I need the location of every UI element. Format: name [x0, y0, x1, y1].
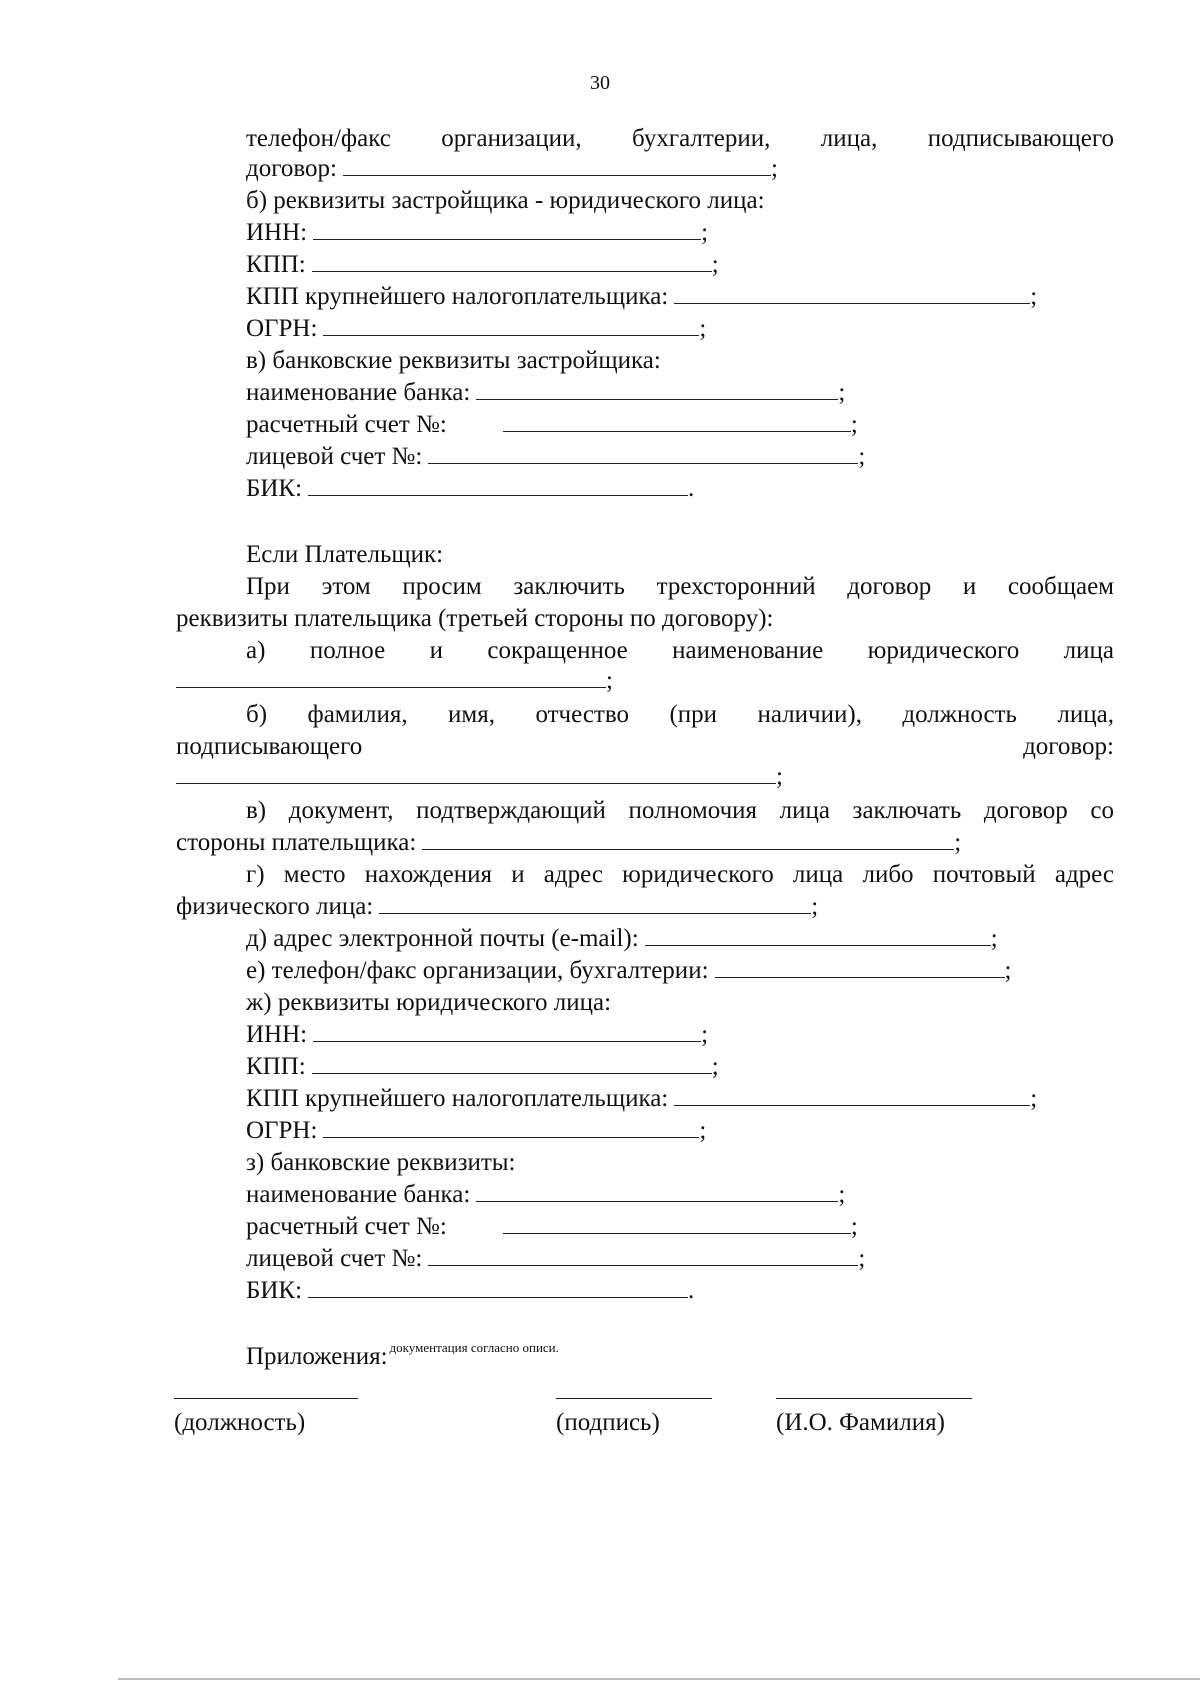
request-line-2: реквизиты плательщика (третьей стороны по договору):: [176, 605, 774, 632]
label: е) телефон/факс организации, бухгалтерии:: [246, 957, 709, 984]
semicolon: ;: [858, 443, 866, 470]
period: .: [688, 1277, 695, 1304]
label: ИНН:: [246, 1021, 308, 1048]
scan-edge-line: [118, 1678, 1200, 1680]
attachments-label: Приложения:: [246, 1343, 388, 1370]
label: стороны плательщика:: [176, 829, 417, 856]
ogrn-field[interactable]: [323, 315, 699, 336]
bank-name-field[interactable]: [476, 379, 838, 400]
semicolon: ;: [954, 829, 962, 856]
label: физического лица:: [176, 893, 374, 920]
semicolon: ;: [1030, 283, 1038, 310]
signer-field[interactable]: [176, 763, 776, 784]
semicolon: ;: [838, 379, 846, 406]
label: лицевой счет №:: [246, 443, 423, 470]
label: д) адрес электронной почты (e-mail):: [246, 925, 639, 952]
label: БИК:: [246, 1277, 303, 1304]
phone-fax-line: [246, 956, 1011, 986]
payer-personal-line: [246, 1244, 865, 1274]
label: расчетный счет №:: [246, 411, 447, 438]
payer-kpp-line: [246, 1052, 719, 1082]
address-line: г) место нахождения и адрес юридического лица либо почтовый адрес: [246, 861, 1114, 888]
semicolon: ;: [776, 763, 783, 790]
label: ИНН:: [246, 219, 308, 246]
label: подписывающего: [176, 733, 363, 760]
inn-field[interactable]: [313, 219, 701, 240]
payer-bank-title: з) банковские реквизиты:: [246, 1149, 516, 1176]
semicolon: ;: [850, 411, 858, 438]
signature-caption: (подпись): [556, 1409, 660, 1436]
developer-requisites-title: б) реквизиты застройщика - юридического лица:: [246, 187, 765, 214]
payer-full-name-field[interactable]: [176, 667, 606, 688]
personal-account-field[interactable]: [428, 443, 858, 464]
payer-settlement-line: [246, 1212, 858, 1242]
ogrn-line: [246, 314, 706, 344]
settlement-account-line: [246, 410, 858, 440]
semicolon: ;: [701, 219, 709, 246]
semicolon: ;: [990, 925, 998, 952]
semicolon: ;: [838, 1181, 846, 1208]
label: КПП:: [246, 251, 306, 278]
kpp-field[interactable]: [312, 251, 712, 272]
if-payer-heading: Если Плательщик:: [246, 541, 444, 568]
label: КПП крупнейшего налогоплательщика:: [246, 1085, 669, 1112]
label: ОГРН:: [246, 1117, 318, 1144]
semicolon: ;: [699, 1117, 707, 1144]
payer-personal-field[interactable]: [428, 1245, 858, 1266]
bik-line: [246, 474, 694, 504]
payer-ogrn-field[interactable]: [323, 1117, 699, 1138]
address-line-2: [176, 892, 818, 922]
bank-requisites-title: в) банковские реквизиты застройщика:: [246, 347, 661, 374]
label: наименование банка:: [246, 379, 471, 406]
authority-field[interactable]: [422, 829, 954, 850]
semicolon: ;: [1004, 957, 1012, 984]
email-field[interactable]: [645, 925, 991, 946]
semicolon: ;: [858, 1245, 866, 1272]
payer-ogrn-line: [246, 1116, 706, 1146]
label: договор:: [246, 155, 337, 182]
label: ОГРН:: [246, 315, 318, 342]
inn-line: [246, 218, 708, 248]
semicolon: ;: [701, 1021, 709, 1048]
personal-account-line: [246, 442, 865, 472]
label: расчетный счет №:: [246, 1213, 447, 1240]
payer-inn-line: [246, 1020, 708, 1050]
payer-bik-field[interactable]: [308, 1277, 688, 1298]
semicolon: ;: [770, 155, 778, 182]
phone-contract-line: [246, 154, 778, 184]
label: БИК:: [246, 475, 303, 502]
semicolon: ;: [711, 1053, 719, 1080]
payer-bank-name-line: [246, 1180, 845, 1210]
label: КПП крупнейшего налогоплательщика:: [246, 283, 669, 310]
authority-line: в) документ, подтверждающий полномочия лица заключать договор со: [246, 797, 1114, 824]
payer-inn-field[interactable]: [313, 1021, 701, 1042]
label-right: договор:: [1023, 733, 1114, 760]
attachments-line: [246, 1342, 559, 1375]
payer-full-name-line: а) полное и сокращенное наименование юридического лица: [246, 637, 1114, 664]
kpp-largest-field[interactable]: [674, 283, 1030, 304]
bik-field[interactable]: [308, 475, 688, 496]
kpp-largest-line: [246, 282, 1037, 312]
semicolon: ;: [711, 251, 719, 278]
legal-requisites-title: ж) реквизиты юридического лица:: [246, 989, 612, 1016]
payer-bik-line: [246, 1276, 694, 1306]
kpp-line: [246, 250, 719, 280]
signer-line: б) фамилия, имя, отчество (при наличии), должность лица,: [246, 701, 1114, 728]
signature-line[interactable]: [556, 1398, 712, 1399]
payer-kpp-field[interactable]: [312, 1053, 712, 1074]
label: КПП:: [246, 1053, 306, 1080]
payer-full-name-blank: [176, 666, 613, 696]
bank-name-line: [246, 378, 845, 408]
email-line: [246, 924, 998, 954]
label: лицевой счет №:: [246, 1245, 423, 1272]
attachments-note: документация согласно описи.: [389, 1340, 559, 1355]
blank-field[interactable]: [343, 155, 771, 176]
page-number: 30: [590, 72, 610, 94]
phone-line: телефон/факс организации, бухгалтерии, лица, подписывающего: [246, 125, 1114, 152]
semicolon: ;: [1030, 1085, 1038, 1112]
signer-line-2: [176, 732, 1114, 762]
semicolon: ;: [811, 893, 819, 920]
payer-bank-name-field[interactable]: [476, 1181, 838, 1202]
period: .: [688, 475, 695, 502]
payer-kpp-largest-line: [246, 1084, 1037, 1114]
semicolon: ;: [606, 667, 613, 694]
address-field[interactable]: [379, 893, 811, 914]
authority-line-2: [176, 828, 961, 858]
request-line: При этом просим заключить трехсторонний договор и сообщаем: [246, 573, 1114, 600]
position-signature-line[interactable]: [174, 1398, 358, 1399]
label: наименование банка:: [246, 1181, 471, 1208]
name-signature-line[interactable]: [776, 1398, 972, 1399]
position-caption: (должность): [174, 1409, 306, 1436]
phone-fax-field[interactable]: [715, 957, 1005, 978]
payer-kpp-largest-field[interactable]: [674, 1085, 1030, 1106]
semicolon: ;: [850, 1213, 858, 1240]
settlement-account-field[interactable]: [503, 411, 851, 432]
name-caption: (И.О. Фамилия): [776, 1409, 945, 1436]
semicolon: ;: [699, 315, 707, 342]
payer-settlement-field[interactable]: [503, 1213, 851, 1234]
signer-blank: [176, 762, 783, 792]
